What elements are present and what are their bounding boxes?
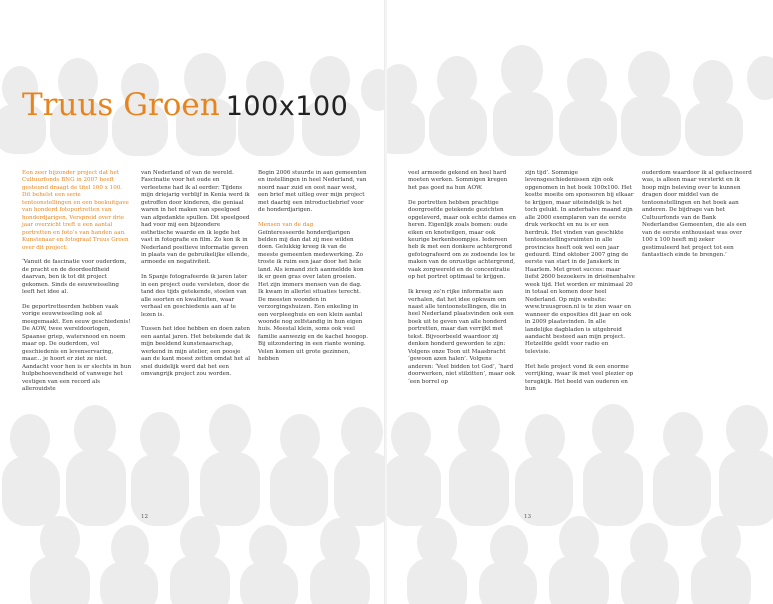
right-page [387,0,773,604]
article-title [22,86,348,129]
page-number-right: 13 [524,514,532,520]
paragraph: ‘Vanuit de fascinatie voor ouderdom, de pracht en de doordeefdheid daarvan, ben ik tot dit project gekomen. Sinds de eeuwwisseling leeft het idee al. [22,259,127,296]
paragraph: De portretten hebben prachtige doorgroefde getekende gezichten opgeleverd, maar ook echte dames en heren. Eigenlijk zoals bomen: oude eiken en knotwilgen, maar ook keurige berkenboompjes. Iedereen heb ik met een donkere achtergrond gefotografeerd om ze zodoende los te maken van de onrustige achtergrond, vaak zorgwereld en de concentratie op het portret optimaal te krijgen. [408,199,517,281]
paragraph: Begin 2006 stuurde in aan gemeenten en instellingen in heel Nederland, van noord naar zuid en oost naar west, een brief met uitleg over mijn project met daarbij een introductiebrief voor de honderdjarigen. [258,170,367,214]
paragraph: van Nederland of van de wereld. Fascinatie voor het oude en verleetene had ik al eerder: Tijdens mijn driejarig verblijf in Kenia werd ik getroffen door kinderen, die geniaal waren in het maken van speelgoed van afgedankte spullen. Dit speelgoed had voor mij een bijzondere esthetische waarde en ik legde het vast in fotografie en film. Zo kon ik in Nederland positieve informatie geven in plaats van de gebruikelijke ellende, armoede en negativiteit. [141,170,250,266]
subheading: Mensen van de dag [258,222,314,229]
left-page [0,0,386,604]
right-column-3 [642,170,752,267]
paragraph: Geïnteresseerde honderdjarigen belden mij dan dat zij mee wilden doen. Gelukkig kreeg ik van de meeste gemeenten medewerking. Zo troste ik ruim een jaar door het hele land. Als iemand zich aanmeldde kon ik er geen gras over laten groeien. Het zijn immers mensen van de dag. Ik kwam in allerlei situaties terecht. De meesten woonden in verzorgingshuizen. Een enkeling in een verpleeghuis en een klein aantal woonde nog zelfstandig in hun eigen huis. Meestal klein, soms ook veel familie aanwezig en de kachel hoogop. Bij uitzondering in een riante woning. Velen komen uit grote gezinnen, hebben [258,229,368,363]
paragraph: veel armoede gekend en heel hard moeten werken. Sommigen kregen het pas goed na hun AOW. [408,170,508,191]
paragraph: De geportretteerden hebben vaak vorige eeuwwisseling ook al meegemaakt. Een eeuw geschiedenis! De AOW, twee wereldoorlogen, Spaanse griep, watersnood en noem maar op. De ouderdom, vol geschiedenis en levenservaring, maar... je hoort er ziet ze niet. Aandacht voor hen is er slechts in hun hulpbehoevendheid of vanwege het vestigen van een record als allerouidste [22,304,132,393]
left-column-1 [22,170,132,401]
left-column-2 [141,170,251,386]
paragraph: In Spanje fotografeerde ik jaren later in een project oude versleten, door de tand des tijds getekende, stoelen van alle soorten en kwaliteiten, waar verhaal en geschiedenis aan af te lezen is. [141,274,250,318]
paragraph: Ik kreeg zo’n rijke informatie aan verhalen, dat het idee opkwam om naast alle tentoonstellingen, die in heel Nederland plaatsvinden ook een boek uit te geven van alle honderd portretten, maar dan verrijkt met tekst. Bijvoorbeeld waardoor zij denken honderd geworden te zijn: Volgens onze Toon uit Maasbracht ‘gewoon azen halen’. Volgens anderen: ‘Veel bidden tot God’, ‘hard doorwerken, niet stilzitten’, maar ook ‘een borrel op [408,289,516,385]
right-column-2 [525,170,635,401]
silhouette-row-top [387,45,773,156]
right-column-1 [408,170,518,393]
title-name: Truus Groen [22,87,220,123]
paragraph: Het hele project vond ik een enorme verrijking, waar ik met veel plezier op terugkijk. Het beeld van ouderen en hun [525,363,634,393]
paragraph: ouderdom waardoor ik al gefascineerd was, is alleen maar versterkt en ik hoop mijn beleving over te kunnen dragen door middel van de tentoonstellingen en het boek aan anderen. De bijdrage van het Cultuurfonds van de Bank Nederlandse Gemeenten, die als een van de eerste enthousiast was over 100 x 100 heeft mij zeker gestimuleerd het project tot een fantastisch einde te brengen.’ [642,170,752,258]
page-number-left: 12 [141,514,149,520]
title-number: 100x100 [225,91,349,122]
silhouette-row-bottom [2,404,386,604]
paragraph: zijn tijd’. Sommige levensgeschiedenissen zijn ook opgenomen in het boek 100x100. Het kostte moeite om sponsoren bij elkaar te krijgen, maar uiteindelijk is het toch gelukt. In anderhalve maand zijn alle 2000 exemplaren van de eerste druk verkocht en nu is er een herdruk. Het vinden van geschikte tentoonstellingsruimten in alle provincies heeft ook wel een jaar geduurd. Eind oktober 2007 ging de eerste van start in de Janskerk in Haarlem. Met groot succes: maar liefst 2600 bezoekers in drieënenhalve week tijd. Het worden er minimaal 20 in totaal en komen door heel Nederland. Op mijn website: www.truusgroen.nl is te zien waar en wanneer de exposities dit jaar en ook in 2009 plaatsvinden. In alle landelijke dagbladen is uitgebreid aandacht besteed aan mijn project. Hetzelfde geldt voor radio en televisie. [525,170,635,355]
left-column-3 [258,170,368,371]
paragraph: Tussen het idee hebben en doen zaten een aantal jaren. Het betekende dat ik mijn beeldend kunstenaarschap, werkend in mijn atelier, een poosje aan de kant moest zetten omdat het al snel duidelijk werd dat het een omvangrijk project zou worden. [141,326,251,378]
silhouette-row-bottom [387,404,773,604]
intro-paragraph: Een zeer bijzonder project dat het Cultuurfonds BNG in 2007 heeft gesteund draagt de titel 100 x 100. Dit behelst een serie tentoonstellingen en een boekuitgave van honderd fotoportretten van honderdjarigen. Verspreid over drie jaar overzicht treft u een aantal portretten en foto’s van handen aan. Kunstenaar en fotograaf Truus Groen over dit project: [22,170,129,251]
